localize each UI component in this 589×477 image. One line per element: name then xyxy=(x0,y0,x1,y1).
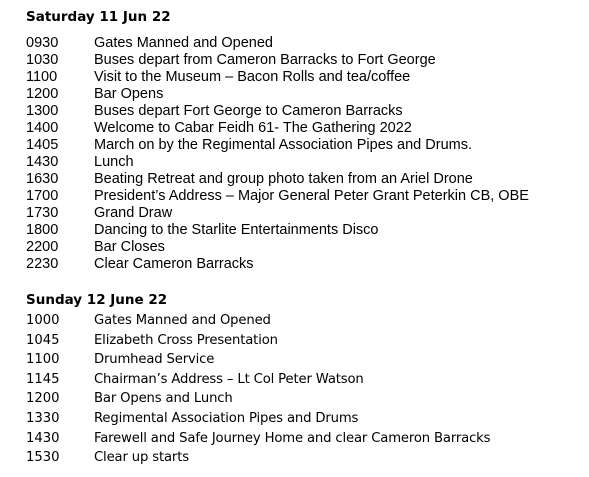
schedule-time: 2200 xyxy=(26,239,59,255)
schedule-event: March on by the Regimental Association Pipes and Drums. xyxy=(94,137,472,153)
schedule-event: Buses depart from Cameron Barracks to Fort George xyxy=(94,52,436,68)
schedule-event: Grand Draw xyxy=(94,205,173,221)
schedule-event: Bar Opens and Lunch xyxy=(94,391,233,407)
schedule-time: 1000 xyxy=(26,313,60,328)
schedule-time: 1100 xyxy=(26,352,60,368)
schedule-event: Bar Opens xyxy=(94,86,164,102)
schedule-time: 1800 xyxy=(26,222,59,238)
schedule-time: 1330 xyxy=(26,410,60,426)
schedule-time: 0930 xyxy=(26,35,59,51)
schedule-event: Welcome to Cabar Feidh 61- The Gathering 2022 xyxy=(94,120,412,136)
schedule-time: 1200 xyxy=(26,86,59,102)
schedule-time: 1200 xyxy=(26,391,60,407)
schedule-event: Elizabeth Cross Presentation xyxy=(94,332,278,348)
schedule-time: 1430 xyxy=(26,430,60,446)
schedule-event: Drumhead Service xyxy=(94,352,215,368)
schedule-event: Visit to the Museum – Bacon Rolls and tea/coffee xyxy=(94,69,411,85)
schedule-event: Buses depart Fort George to Cameron Barracks xyxy=(94,103,403,119)
schedule-event: Farewell and Safe Journey Home and clear Cameron Barracks xyxy=(94,430,491,446)
schedule-time: 1630 xyxy=(26,171,59,187)
schedule-event: Bar Closes xyxy=(94,239,165,255)
sunday-heading: Sunday 12 June 22 xyxy=(26,292,168,308)
schedule-time: 1700 xyxy=(26,188,59,204)
schedule-event: Gates Manned and Opened xyxy=(94,313,271,328)
schedule-time: 1405 xyxy=(26,137,59,153)
schedule-time: 1145 xyxy=(26,371,60,387)
schedule-time: 1530 xyxy=(26,450,60,466)
schedule-event: Clear Cameron Barracks xyxy=(94,256,254,272)
schedule-event: Clear up starts xyxy=(94,450,189,466)
schedule-time: 1300 xyxy=(26,103,59,119)
schedule-time: 1100 xyxy=(26,69,58,85)
schedule-event: Gates Manned and Opened xyxy=(94,35,273,51)
saturday-heading: Saturday 11 Jun 22 xyxy=(26,9,171,25)
schedule-time: 1730 xyxy=(26,205,59,221)
schedule-time: 1430 xyxy=(26,154,59,170)
schedule-event: Dancing to the Starlite Entertainments Disco xyxy=(94,222,379,238)
schedule-event: President’s Address – Major General Peter Grant Peterkin CB, OBE xyxy=(94,188,529,204)
schedule-event: Beating Retreat and group photo taken from an Ariel Drone xyxy=(94,171,473,187)
schedule-event: Lunch xyxy=(94,154,134,170)
schedule-time: 1400 xyxy=(26,120,59,136)
schedule-event: Regimental Association Pipes and Drums xyxy=(94,410,359,426)
schedule-time: 1045 xyxy=(26,332,60,348)
schedule-time: 1030 xyxy=(26,52,59,68)
schedule-time: 2230 xyxy=(26,256,59,272)
schedule-event: Chairman’s Address – Lt Col Peter Watson xyxy=(94,371,364,387)
